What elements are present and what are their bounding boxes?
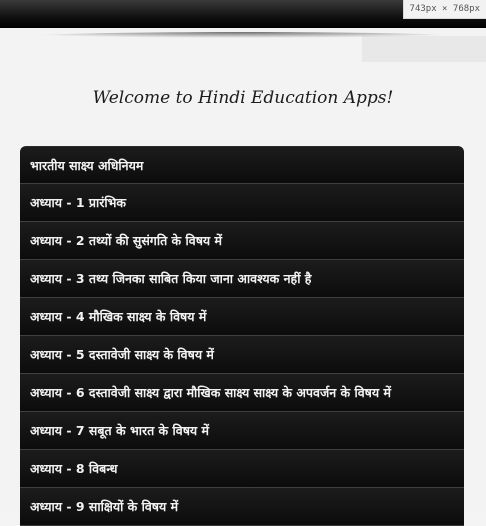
chapter-list-item[interactable]: अध्याय - 5 दस्तावेजी साक्ष्य के विषय में [20,336,464,374]
chapter-list-item[interactable]: अध्याय - 3 तथ्य जिनका साबित किया जाना आवश्यक नहीं है [20,260,464,298]
welcome-heading: Welcome to Hindi Education Apps! [92,88,394,108]
chapter-list-item[interactable]: भारतीय साक्ष्य अधिनियम [20,146,464,184]
header-shadow [0,28,486,64]
chapter-list-item[interactable]: अध्याय - 2 तथ्यों की सुसंगति के विषय में [20,222,464,260]
chapter-list-item[interactable]: अध्याय - 6 दस्तावेजी साक्ष्य द्वारा मौखिक साक्ष्य साक्ष्य के अपवर्जन के विषय में [20,374,464,412]
chapter-list-item[interactable]: अध्याय - 7 सबूत के भारत के विषय में [20,412,464,450]
chapter-list-item[interactable]: अध्याय - 1 प्रारंभिक [20,184,464,222]
chapter-list-item[interactable]: अध्याय - 4 मौखिक साक्ष्य के विषय में [20,298,464,336]
viewport-size-tag: 743px × 768px [403,0,486,19]
chapter-list-item[interactable]: अध्याय - 8 विबन्ध [20,450,464,488]
chapter-list-item[interactable]: अध्याय - 9 साक्षियों के विषय में [20,488,464,526]
chapter-list [20,146,464,526]
